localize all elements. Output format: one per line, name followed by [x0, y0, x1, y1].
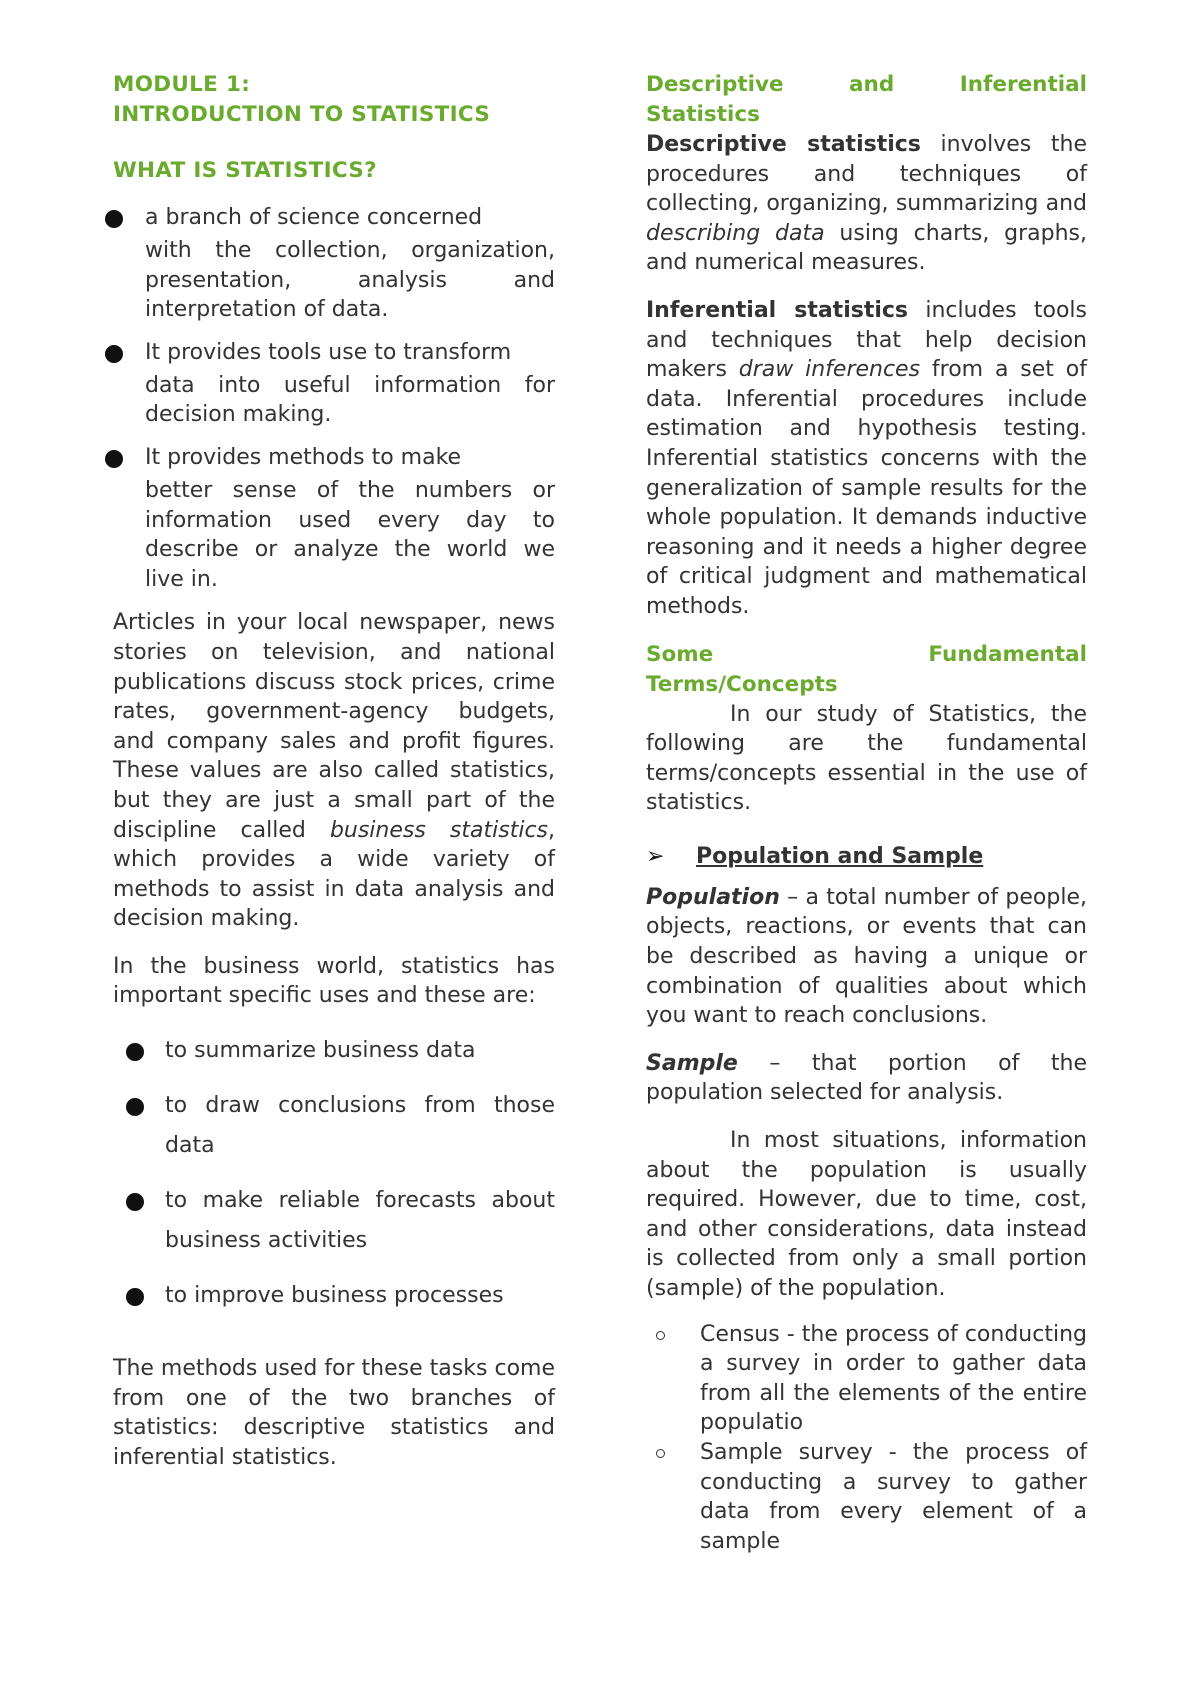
- circle-bullet-icon: [656, 1449, 665, 1458]
- use-text: to summarize business data: [165, 1038, 476, 1064]
- situations-paragraph: In most situations, information about the population is usually required. However, due to time, cost, and other considerations, data instead is collected from only a small portion (sample) of the population.: [646, 1128, 1087, 1301]
- heading-word: Descriptive: [646, 72, 784, 97]
- bullet-icon: [105, 210, 123, 228]
- arrow-bullet-icon: ➢: [646, 843, 665, 869]
- heading-line-2: Statistics: [646, 102, 760, 127]
- descriptive-term: Descriptive statistics: [646, 132, 921, 157]
- inferential-text-1: includes tools and techniques that help decision makers: [646, 297, 1087, 383]
- population-definition: [646, 883, 1087, 1031]
- left-column: [113, 70, 555, 1472]
- bullet-text: data into useful information for decision making.: [145, 372, 555, 428]
- list-item: [113, 1031, 555, 1071]
- bullet-icon: [105, 450, 123, 468]
- list-item: [113, 1181, 555, 1261]
- sample-text: – that portion of the population selected for analysis.: [646, 1050, 1087, 1106]
- heading-word: and: [849, 72, 895, 97]
- bullet-first-line: It provides tools use to transform: [145, 339, 512, 365]
- list-item: [646, 1438, 1087, 1556]
- business-statistics-term: business statistics: [329, 817, 548, 843]
- definition-bullet-list: [113, 200, 555, 594]
- bullet-icon: [126, 1043, 144, 1061]
- terms-intro-paragraph: In our study of Statistics, the following are the fundamental terms/concepts essential in the use of statistics.: [646, 701, 1087, 816]
- heading-word: Fundamental: [928, 641, 1087, 667]
- use-text: to make reliable forecasts about business activities: [165, 1188, 555, 1254]
- bullet-icon: [126, 1288, 144, 1306]
- module-number: MODULE 1:: [113, 72, 251, 97]
- module-title: [113, 70, 555, 130]
- list-item: [113, 440, 555, 594]
- articles-text-2: , which provides a wide variety of methods to assist in data analysis and decision making.: [113, 817, 555, 932]
- inferential-term: Inferential statistics: [646, 297, 909, 323]
- bullet-icon: [126, 1098, 144, 1116]
- inferential-text-2: from a set of data. Inferential procedures include estimation and hypothesis testing. Inferential statistics concerns with the generalization of sample results for the whole population. It demands inductive reasoning and it needs a higher degree of critical judgment and mathematical methods.: [646, 357, 1087, 619]
- list-item-text: Census - the process of conducting a survey in order to gather data from all the elements of the entire populatio: [700, 1321, 1087, 1436]
- heading-word: Inferential: [959, 72, 1087, 97]
- list-item: [113, 200, 555, 325]
- right-column: [646, 70, 1087, 1556]
- business-uses-intro: In the business world, statistics has important specific uses and these are:: [113, 953, 555, 1009]
- bullet-first-line: It provides methods to make: [145, 444, 462, 470]
- subheading-text: Population and Sample: [696, 843, 984, 869]
- bullet-text: better sense of the numbers or information used every day to describe or analyze the world we live in.: [145, 477, 555, 592]
- draw-inferences-term: draw inferences: [738, 357, 921, 383]
- descriptive-paragraph: [646, 130, 1087, 278]
- articles-text-1: Articles in your local newspaper, news stories on television, and national publications discuss stock prices, crime rates, government-agency budgets, and company sales and profit figures. These values are also called statistics, but they are just a small part of the discipline called: [113, 610, 555, 843]
- circle-bullet-icon: [656, 1331, 665, 1340]
- inferential-paragraph: [646, 296, 1087, 622]
- census-survey-list: [646, 1320, 1087, 1557]
- list-item: [646, 1320, 1087, 1438]
- use-text: to draw conclusions from those data: [165, 1093, 555, 1159]
- population-sample-subheading: [646, 844, 1087, 869]
- bullet-first-line: a branch of science concerned: [145, 205, 483, 230]
- bullet-text: with the collection, organization, presentation, analysis and interpretation of data.: [145, 238, 555, 323]
- bullet-icon: [105, 345, 123, 363]
- use-text: to improve business processes: [165, 1283, 504, 1309]
- list-item: [113, 1086, 555, 1166]
- heading-line-2: Terms/Concepts: [646, 671, 838, 697]
- section-title-what-is-statistics: WHAT IS STATISTICS?: [113, 158, 377, 183]
- descriptive-inferential-heading: [646, 70, 1087, 100]
- descriptive-text-1: involves the procedures and techniques of collecting, organizing, summarizing and: [646, 132, 1087, 217]
- module-name: INTRODUCTION TO STATISTICS: [113, 102, 491, 127]
- population-term: Population: [646, 884, 780, 910]
- describing-data-term: describing data: [646, 220, 825, 246]
- sample-definition: [646, 1049, 1087, 1108]
- descriptive-text-2: using charts, graphs, and numerical measures.: [646, 220, 1088, 276]
- heading-word: Some: [646, 641, 714, 667]
- list-item: [113, 335, 555, 430]
- bullet-icon: [126, 1193, 144, 1211]
- list-item: [113, 1276, 555, 1316]
- articles-paragraph: [113, 608, 555, 934]
- sample-term: Sample: [646, 1050, 738, 1076]
- list-item-text: Sample survey - the process of conducting a survey to gather data from every element of a sample: [700, 1439, 1087, 1554]
- methods-paragraph: The methods used for these tasks come from one of the two branches of statistics: descriptive statistics and inferential statistics.: [113, 1356, 555, 1470]
- fundamental-terms-heading: [646, 640, 1087, 670]
- population-text: – a total number of people, objects, reactions, or events that can be described as having a unique or combination of qualities about which you want to reach conclusions.: [646, 884, 1087, 1029]
- business-uses-list: [113, 1031, 555, 1316]
